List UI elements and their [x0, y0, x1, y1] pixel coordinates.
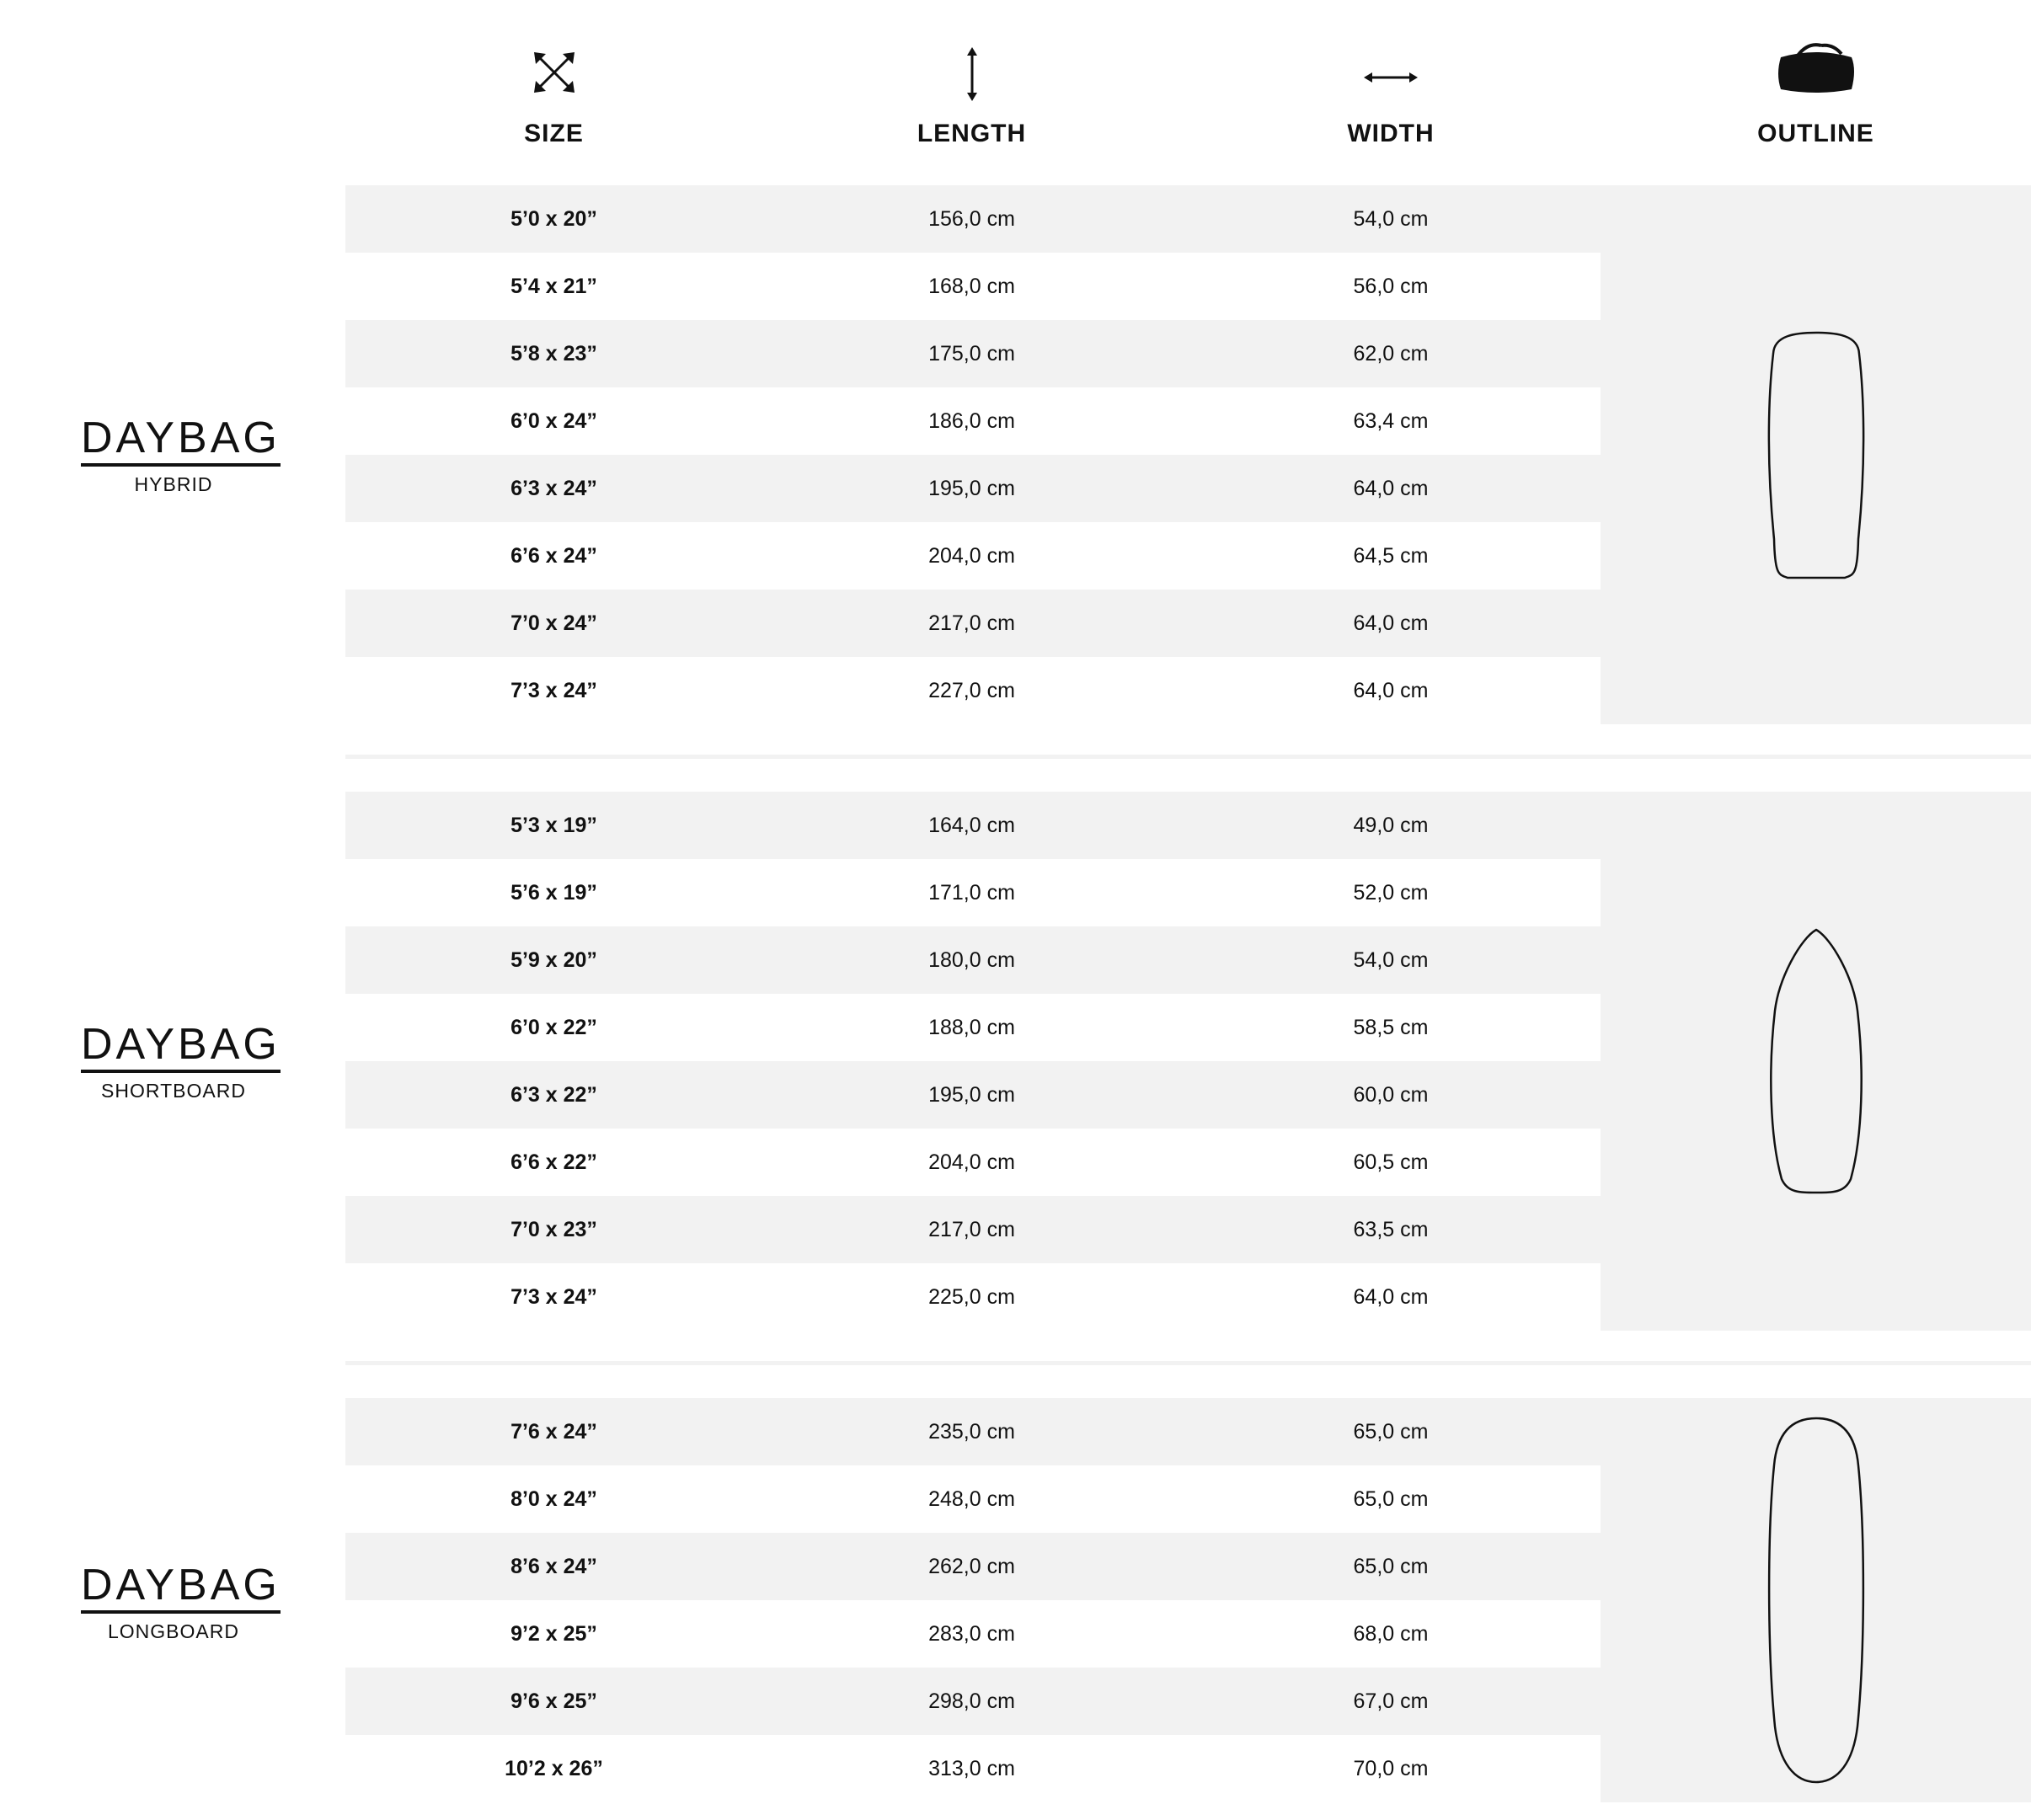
- table-row: [345, 590, 1601, 657]
- board-bag-icon: [1774, 40, 1858, 99]
- hybrid-board-outline: [1601, 185, 2031, 724]
- table-row: [345, 1129, 1601, 1196]
- size-cell: 5’3 x 19”: [510, 814, 597, 837]
- size-cell: 5’9 x 20”: [510, 948, 597, 972]
- table-row: [345, 1398, 1601, 1465]
- header-size-label: SIZE: [524, 120, 584, 147]
- table-row: [345, 1533, 1601, 1600]
- width-cell: 64,0 cm: [1353, 611, 1429, 635]
- length-cell: 186,0 cm: [928, 409, 1015, 433]
- header-size: [345, 0, 762, 168]
- longboard-outline: [1601, 1398, 2031, 1802]
- width-cell: 70,0 cm: [1353, 1757, 1429, 1780]
- length-cell: 227,0 cm: [928, 679, 1015, 702]
- width-cell: 52,0 cm: [1353, 881, 1429, 905]
- brand-name: DAYBAG: [81, 1021, 281, 1073]
- table-row: [345, 657, 1601, 724]
- size-cell: 6’6 x 22”: [510, 1150, 597, 1174]
- header-width: [1181, 0, 1601, 168]
- width-cell: 49,0 cm: [1353, 814, 1429, 837]
- size-cell: 7’3 x 24”: [510, 1285, 597, 1309]
- table-row: [345, 522, 1601, 590]
- width-cell: 65,0 cm: [1353, 1555, 1429, 1578]
- table-row: [345, 1465, 1601, 1533]
- size-cell: 7’3 x 24”: [510, 679, 597, 702]
- table-row: [345, 185, 1601, 253]
- width-cell: 56,0 cm: [1353, 275, 1429, 298]
- length-cell: 217,0 cm: [928, 1218, 1015, 1241]
- size-cell: 6’3 x 24”: [510, 477, 597, 500]
- length-cell: 262,0 cm: [928, 1555, 1015, 1578]
- table-row: [345, 1735, 1601, 1802]
- brand-subtitle: HYBRID: [134, 473, 213, 495]
- shortboard-outline: [1601, 792, 2031, 1331]
- length-cell: 168,0 cm: [928, 275, 1015, 298]
- size-cell: 5’8 x 23”: [510, 342, 597, 366]
- table-row: [345, 1600, 1601, 1668]
- length-cell: 188,0 cm: [928, 1016, 1015, 1039]
- brand-hybrid: [81, 414, 281, 496]
- header-outline-label: OUTLINE: [1757, 120, 1874, 147]
- length-cell: 248,0 cm: [928, 1487, 1015, 1511]
- size-cell: 7’6 x 24”: [510, 1420, 597, 1444]
- width-cell: 68,0 cm: [1353, 1622, 1429, 1646]
- table-row: [345, 994, 1601, 1061]
- horizontal-arrow-icon: [1364, 69, 1418, 86]
- outline-panel: [1601, 185, 2031, 724]
- length-cell: 313,0 cm: [928, 1757, 1015, 1780]
- length-cell: 195,0 cm: [928, 1083, 1015, 1107]
- length-cell: 156,0 cm: [928, 207, 1015, 231]
- header-width-label: WIDTH: [1347, 120, 1435, 147]
- width-cell: 64,0 cm: [1353, 1285, 1429, 1309]
- width-cell: 60,5 cm: [1353, 1150, 1429, 1174]
- size-cell: 7’0 x 23”: [510, 1218, 597, 1241]
- length-cell: 298,0 cm: [928, 1689, 1015, 1713]
- size-rows: [345, 185, 1601, 724]
- section-hybrid: [0, 185, 2031, 724]
- header-length: [762, 0, 1181, 168]
- diagonal-arrows-icon: [532, 51, 576, 94]
- size-cell: 5’4 x 21”: [510, 275, 597, 298]
- length-cell: 195,0 cm: [928, 477, 1015, 500]
- size-cell: 6’0 x 24”: [510, 409, 597, 433]
- width-cell: 65,0 cm: [1353, 1420, 1429, 1444]
- width-cell: 64,0 cm: [1353, 679, 1429, 702]
- vertical-arrow-icon: [964, 47, 981, 101]
- width-cell: 58,5 cm: [1353, 1016, 1429, 1039]
- width-cell: 60,0 cm: [1353, 1083, 1429, 1107]
- width-cell: 64,5 cm: [1353, 544, 1429, 568]
- length-cell: 204,0 cm: [928, 1150, 1015, 1174]
- width-cell: 54,0 cm: [1353, 207, 1429, 231]
- table-row: [345, 253, 1601, 320]
- header-outline: [1601, 0, 2031, 168]
- length-cell: 204,0 cm: [928, 544, 1015, 568]
- table-row: [345, 792, 1601, 859]
- size-cell: 9’6 x 25”: [510, 1689, 597, 1713]
- outline-panel: [1601, 1398, 2031, 1802]
- table-row: [345, 1668, 1601, 1735]
- size-rows: [345, 792, 1601, 1331]
- table-row: [345, 320, 1601, 387]
- length-cell: 235,0 cm: [928, 1420, 1015, 1444]
- size-cell: 5’0 x 20”: [510, 207, 597, 231]
- table-row: [345, 1196, 1601, 1263]
- size-cell: 5’6 x 19”: [510, 881, 597, 905]
- length-cell: 225,0 cm: [928, 1285, 1015, 1309]
- length-cell: 180,0 cm: [928, 948, 1015, 972]
- table-row: [345, 455, 1601, 522]
- size-cell: 6’6 x 24”: [510, 544, 597, 568]
- table-row: [345, 859, 1601, 926]
- section-divider: [345, 755, 2031, 759]
- width-cell: 65,0 cm: [1353, 1487, 1429, 1511]
- brand-shortboard: [81, 1020, 281, 1102]
- size-cell: 7’0 x 24”: [510, 611, 597, 635]
- brand-subtitle: SHORTBOARD: [101, 1080, 246, 1102]
- width-cell: 67,0 cm: [1353, 1689, 1429, 1713]
- table-row: [345, 1061, 1601, 1129]
- length-cell: 217,0 cm: [928, 611, 1015, 635]
- size-cell: 8’0 x 24”: [510, 1487, 597, 1511]
- length-cell: 283,0 cm: [928, 1622, 1015, 1646]
- table-row: [345, 387, 1601, 455]
- width-cell: 62,0 cm: [1353, 342, 1429, 366]
- size-cell: 8’6 x 24”: [510, 1555, 597, 1578]
- length-cell: 171,0 cm: [928, 881, 1015, 905]
- width-cell: 54,0 cm: [1353, 948, 1429, 972]
- brand-longboard: [81, 1561, 281, 1643]
- section-longboard: [0, 1398, 2031, 1802]
- brand-name: DAYBAG: [81, 414, 281, 467]
- size-rows: [345, 1398, 1601, 1802]
- size-cell: 6’3 x 22”: [510, 1083, 597, 1107]
- length-cell: 175,0 cm: [928, 342, 1015, 366]
- size-cell: 6’0 x 22”: [510, 1016, 597, 1039]
- table-row: [345, 926, 1601, 994]
- width-cell: 64,0 cm: [1353, 477, 1429, 500]
- width-cell: 63,5 cm: [1353, 1218, 1429, 1241]
- size-cell: 10’2 x 26”: [505, 1757, 603, 1780]
- length-cell: 164,0 cm: [928, 814, 1015, 837]
- table-row: [345, 1263, 1601, 1331]
- section-shortboard: [0, 792, 2031, 1331]
- brand-subtitle: LONGBOARD: [108, 1620, 239, 1642]
- width-cell: 63,4 cm: [1353, 409, 1429, 433]
- header-length-label: LENGTH: [917, 120, 1027, 147]
- size-cell: 9’2 x 25”: [510, 1622, 597, 1646]
- section-divider: [345, 1361, 2031, 1365]
- brand-name: DAYBAG: [81, 1561, 281, 1614]
- outline-panel: [1601, 792, 2031, 1331]
